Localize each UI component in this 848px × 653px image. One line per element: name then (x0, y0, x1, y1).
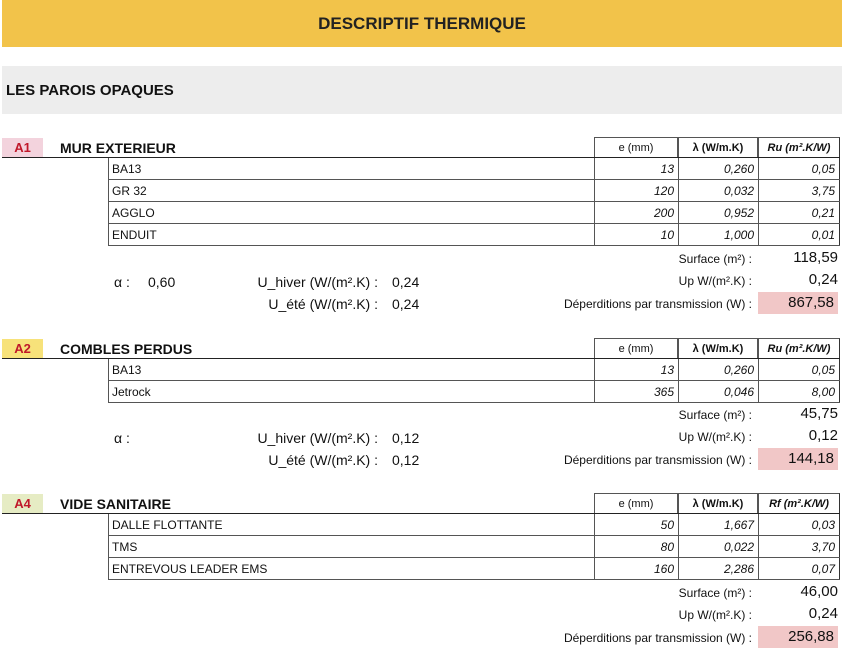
alpha-label-a2: α : (114, 430, 130, 446)
lambda-cell: 0,260 (678, 158, 758, 179)
up-value-a2: 0,12 (808, 427, 838, 444)
header-r-a4: Rf (m².K/W) (758, 493, 840, 513)
u-hiver-label-a2: U_hiver (W/(m².K) : (257, 430, 378, 446)
layer-table-a4 (108, 514, 840, 580)
layer-table-a1 (108, 158, 840, 246)
deperditions-label-a1: Déperditions par transmission (W) : (563, 297, 752, 311)
header-e-a4: e (mm) (594, 493, 678, 513)
header-lambda-a2: λ (W/m.K) (678, 338, 758, 358)
wall-code-a4: A4 (2, 494, 43, 513)
u-ete-label-a2: U_été (W/(m².K) : (268, 452, 378, 468)
material-cell: ENDUIT (108, 224, 594, 245)
resistance-cell: 3,70 (758, 536, 840, 557)
surface-label-a4: Surface (m²) : (678, 586, 752, 600)
surface-label-a2: Surface (m²) : (678, 408, 752, 422)
section-heading-text: LES PAROIS OPAQUES (6, 81, 174, 99)
wall-name-a2: COMBLES PERDUS (60, 340, 193, 357)
wall-code-a2: A2 (2, 339, 43, 358)
thickness-cell: 13 (594, 158, 678, 179)
lambda-cell: 1,000 (678, 224, 758, 245)
u-hiver-label-a1: U_hiver (W/(m².K) : (257, 274, 378, 290)
table-row (108, 359, 840, 381)
table-row (108, 381, 840, 403)
wall-name-a1: MUR EXTERIEUR (60, 139, 176, 156)
u-hiver-value-a2: 0,12 (392, 430, 420, 446)
header-r-a2: Ru (m².K/W) (758, 338, 840, 358)
deperditions-label-a4: Déperditions par transmission (W) : (563, 631, 752, 645)
resistance-cell: 0,05 (758, 158, 840, 179)
lambda-cell: 2,286 (678, 558, 758, 579)
material-cell: BA13 (108, 359, 594, 380)
alpha-value-a1: 0,60 (148, 274, 176, 290)
thickness-cell: 365 (594, 381, 678, 402)
lambda-cell: 0,032 (678, 180, 758, 201)
lambda-cell: 0,260 (678, 359, 758, 380)
thickness-cell: 80 (594, 536, 678, 557)
header-e-a1: e (mm) (594, 137, 678, 157)
document-title-text: DESCRIPTIF THERMIQUE (318, 13, 526, 33)
material-cell: GR 32 (108, 180, 594, 201)
resistance-cell: 0,01 (758, 224, 840, 245)
deperditions-value-a2: 144,18 (758, 448, 838, 470)
table-row (108, 558, 840, 580)
up-value-a4: 0,24 (808, 605, 838, 622)
header-lambda-a4: λ (W/m.K) (678, 493, 758, 513)
u-ete-label-a1: U_été (W/(m².K) : (268, 296, 378, 312)
up-value-a1: 0,24 (808, 271, 838, 288)
table-row (108, 158, 840, 180)
layer-table-a2 (108, 359, 840, 403)
table-row (108, 514, 840, 536)
thickness-cell: 120 (594, 180, 678, 201)
thickness-cell: 10 (594, 224, 678, 245)
resistance-cell: 0,21 (758, 202, 840, 223)
up-label-a1: Up W/(m².K) : (678, 274, 752, 288)
thickness-cell: 160 (594, 558, 678, 579)
header-e-a2: e (mm) (594, 338, 678, 358)
thickness-cell: 50 (594, 514, 678, 535)
surface-value-a4: 46,00 (800, 583, 838, 600)
wall-name-a4: VIDE SANITAIRE (60, 495, 171, 512)
resistance-cell: 0,07 (758, 558, 840, 579)
surface-value-a1: 118,59 (793, 249, 838, 266)
table-row (108, 202, 840, 224)
resistance-cell: 0,05 (758, 359, 840, 380)
u-ete-value-a1: 0,24 (392, 296, 420, 312)
deperditions-value-a4: 256,88 (758, 626, 838, 648)
material-cell: ENTREVOUS LEADER EMS (108, 558, 594, 579)
u-hiver-value-a1: 0,24 (392, 274, 420, 290)
resistance-cell: 0,03 (758, 514, 840, 535)
table-row (108, 224, 840, 246)
deperditions-value-a1: 867,58 (758, 292, 838, 314)
header-lambda-a1: λ (W/m.K) (678, 137, 758, 157)
resistance-cell: 3,75 (758, 180, 840, 201)
lambda-cell: 1,667 (678, 514, 758, 535)
lambda-cell: 0,046 (678, 381, 758, 402)
lambda-cell: 0,952 (678, 202, 758, 223)
material-cell: DALLE FLOTTANTE (108, 514, 594, 535)
up-label-a2: Up W/(m².K) : (678, 430, 752, 444)
up-label-a4: Up W/(m².K) : (678, 608, 752, 622)
document-title (2, 0, 842, 47)
surface-label-a1: Surface (m²) : (678, 252, 752, 266)
thickness-cell: 13 (594, 359, 678, 380)
deperditions-label-a2: Déperditions par transmission (W) : (563, 453, 752, 467)
surface-value-a2: 45,75 (800, 405, 838, 422)
material-cell: AGGLO (108, 202, 594, 223)
table-row (108, 180, 840, 202)
resistance-cell: 8,00 (758, 381, 840, 402)
u-ete-value-a2: 0,12 (392, 452, 420, 468)
alpha-label-a1: α : (114, 274, 130, 290)
material-cell: BA13 (108, 158, 594, 179)
material-cell: Jetrock (108, 381, 594, 402)
lambda-cell: 0,022 (678, 536, 758, 557)
wall-code-a1: A1 (2, 138, 43, 157)
thickness-cell: 200 (594, 202, 678, 223)
header-r-a1: Ru (m².K/W) (758, 137, 840, 157)
material-cell: TMS (108, 536, 594, 557)
table-row (108, 536, 840, 558)
section-heading (2, 66, 842, 114)
